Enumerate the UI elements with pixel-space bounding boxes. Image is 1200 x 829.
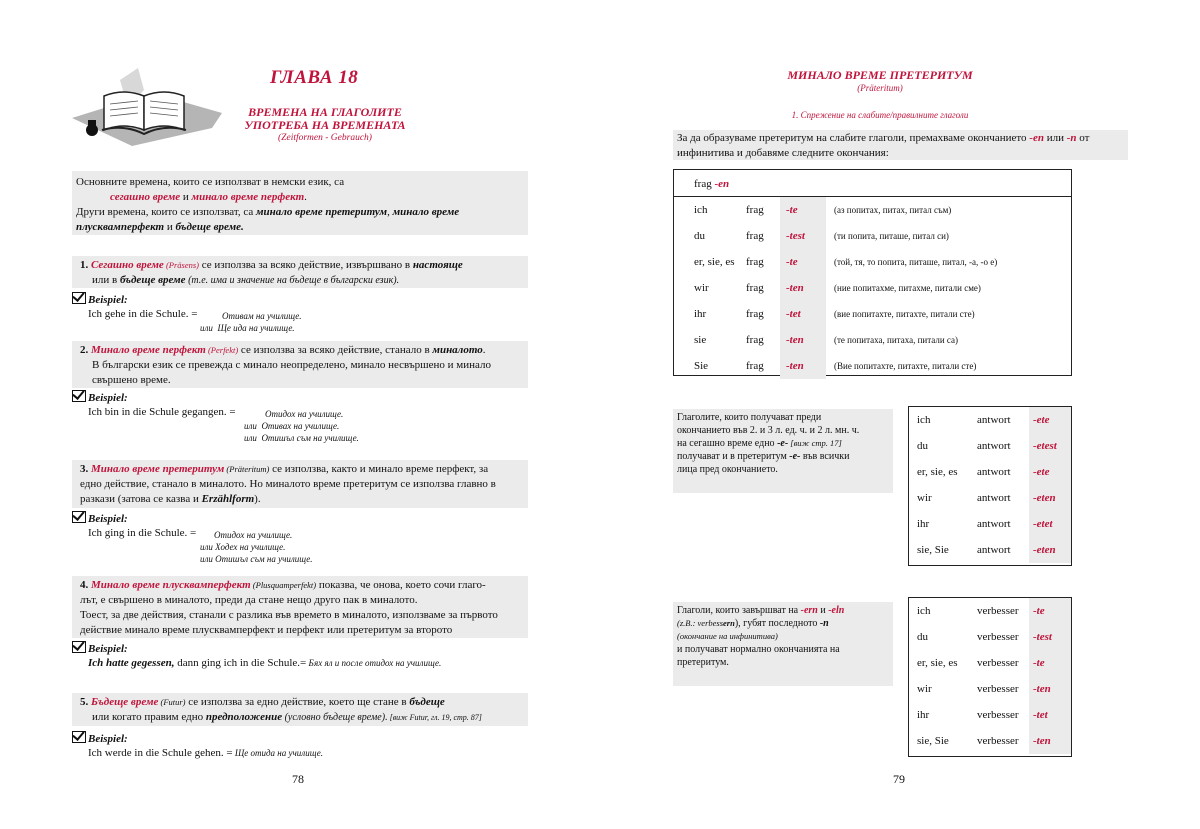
page-number-left: 78 — [292, 772, 304, 786]
pronoun: ihr — [917, 518, 930, 530]
gloss: (ти попита, питаше, питал си) — [834, 231, 949, 241]
pronoun: ich — [917, 414, 931, 426]
section-4-line-2: лът, е свършено в миналото, преди да стане нещо друго пак в миналото. — [80, 594, 418, 606]
antworten-rows — [909, 407, 1071, 563]
ending: -ete — [1029, 459, 1071, 485]
stem: verbesser — [977, 735, 1019, 747]
note2-line-1: Глаголите, които получават преди — [677, 412, 822, 423]
table-row — [674, 275, 997, 301]
stem: frag — [746, 230, 764, 242]
beispiel-label-1: Beispiel: — [72, 292, 128, 306]
right-page-title: МИНАЛО ВРЕМЕ ПРЕТЕРИТУМ — [787, 68, 973, 82]
section-3-line-2: едно действие, станало в миналото. Но миналото време претеритум се използва главно в — [80, 478, 496, 490]
conjugation-table-verbessern — [908, 597, 1072, 757]
pronoun: ihr — [694, 308, 707, 320]
intro-line-2: сегашно време и минало време перфект. — [110, 191, 307, 203]
beispiel-label-5: Beispiel: — [72, 731, 128, 745]
table-row — [909, 511, 1071, 537]
beispiel-label-2: Beispiel: — [72, 390, 128, 404]
stem: antwort — [977, 518, 1011, 530]
stem: antwort — [977, 466, 1011, 478]
gloss: (той, тя, то попита, питаше, питал, -а, -о е) — [834, 257, 998, 267]
pronoun: du — [694, 230, 705, 242]
pronoun: sie — [694, 334, 707, 346]
section-4-example: Ich hatte gegessen, dann ging ich in die Schule.= Бях ял и после отидох на училище. — [88, 657, 442, 669]
pronoun: ich — [694, 204, 708, 216]
conjugation-table-frag — [673, 169, 1072, 376]
note3-line-4: и получават нормално окончанията на — [677, 644, 840, 655]
gloss: (ние попитахме, питахме, питали сме) — [834, 283, 981, 293]
stem: frag — [746, 204, 764, 216]
check-icon — [72, 731, 86, 743]
stem: antwort — [977, 492, 1011, 504]
section-1-gloss-1: Отивам на училище. — [222, 311, 302, 321]
section-1-line-1: 1. Сегашно време (Präsens) се използва за всяко действие, извършвано в настояще — [80, 259, 463, 271]
stem: frag — [746, 308, 764, 320]
conjugation-table-antworten — [908, 406, 1072, 566]
section-2-gloss-1: Отидох на училище. — [265, 409, 344, 419]
stem: antwort — [977, 414, 1011, 426]
section-4-box — [72, 576, 528, 638]
section-3-gloss-1: Отидох на училище. — [214, 530, 293, 540]
ending: -ten — [780, 275, 826, 301]
section-1-line-2: или в бъдеще време (т.е. има и значение на бъдеще в български език). — [92, 274, 400, 286]
section-5-box — [72, 693, 528, 726]
section-3-example: Ich ging in die Schule. = — [88, 527, 197, 539]
section-2-line-3: свършено време. — [92, 374, 171, 386]
ending: -te — [1029, 598, 1071, 624]
ending: -test — [1029, 624, 1071, 650]
chapter-subtitle — [225, 106, 425, 132]
table-row — [909, 485, 1071, 511]
pronoun: ihr — [917, 709, 930, 721]
frag-rows — [674, 197, 997, 379]
ending: -ete — [1029, 407, 1071, 433]
table-header: frag -en — [674, 170, 1071, 197]
chapter-subtitle-note: (Zeitformen - Gebrauch) — [278, 133, 372, 143]
section-4-line-4: действие минало време плусквамперфект и перфект или претеритум за второто — [80, 624, 453, 636]
section-1-gloss-2: или Ще ида на училище. — [200, 323, 295, 333]
ending: -ten — [780, 353, 826, 379]
pronoun: sie, Sie — [917, 735, 949, 747]
stem: verbesser — [977, 605, 1019, 617]
section-2-example: Ich bin in die Schule gegangen. = — [88, 406, 236, 418]
right-page-title-note: (Präteritum) — [857, 83, 903, 93]
ending: -te — [780, 249, 826, 275]
ending: -eten — [1029, 485, 1071, 511]
pronoun: du — [917, 440, 928, 452]
section-2-line-1: 2. Минало време перфект (Perfekt) се използва за всяко действие, станало в миналото. — [80, 344, 486, 356]
ending: -ten — [1029, 676, 1071, 702]
check-icon — [72, 641, 86, 653]
stem: verbesser — [977, 683, 1019, 695]
note3-line-1: Глаголи, които завършват на -ern и -eln — [677, 605, 845, 616]
ending: -tet — [780, 301, 826, 327]
table-row — [909, 676, 1071, 702]
section-4-line-1: 4. Минало време плусквамперфект (Plusquamperfekt) показва, че онова, което сочи глаго- — [80, 579, 486, 591]
pronoun: er, sie, es — [917, 466, 958, 478]
gloss: (вие попитахте, питахте, питали сте) — [834, 309, 975, 319]
right-intro-line-1: За да образуваме претеритум на слабите глаголи, премахваме окончанието -en или -n от — [677, 132, 1090, 144]
ending: -eten — [1029, 537, 1071, 563]
ending: -tet — [1029, 702, 1071, 728]
intro-line-3: Други времена, които се използват, са минало време претеритум, минало време — [76, 206, 460, 218]
note2-line-5: лица пред окончанието. — [677, 464, 778, 475]
note2-line-3: на сегашно време едно -e- [виж стр. 17] — [677, 438, 842, 449]
note2-line-4: получават и в претеритум -е- във всички — [677, 451, 850, 462]
section-2-box — [72, 341, 528, 388]
section-1-box — [72, 256, 528, 288]
right-intro-line-2: инфинитива и добавяме следните окончания: — [677, 147, 889, 159]
section-4-line-3: Тоест, за две действия, станали с разлика във времето в миналото, използваме за първото — [80, 609, 498, 621]
intro-line-4: плусквамперфект и бъдеще време. — [76, 221, 244, 233]
pronoun: er, sie, es — [694, 256, 735, 268]
pronoun: er, sie, es — [917, 657, 958, 669]
pronoun: wir — [917, 492, 932, 504]
table-row — [909, 728, 1071, 754]
section-3-line-1: 3. Минало време претеритум (Präteritum) се използва, както и минало време перфект, за — [80, 463, 489, 475]
section-3-gloss-2: или Ходех на училище. — [200, 542, 286, 552]
note2-line-2: окончанието във 2. и 3 л. ед. ч. и 2 л. мн. ч. — [677, 425, 860, 436]
stem: frag — [746, 256, 764, 268]
stem: frag — [746, 360, 764, 372]
table-row — [674, 353, 997, 379]
ending: -te — [1029, 650, 1071, 676]
check-icon — [72, 390, 86, 402]
check-icon — [72, 292, 86, 304]
pronoun: wir — [917, 683, 932, 695]
ending: -etest — [1029, 433, 1071, 459]
gloss: (те попитаха, питаха, питали са) — [834, 335, 958, 345]
ending: -etet — [1029, 511, 1071, 537]
table-row — [909, 650, 1071, 676]
table-row — [674, 197, 997, 223]
stem: verbesser — [977, 657, 1019, 669]
beispiel-label-3: Beispiel: — [72, 511, 128, 525]
section-5-line-1: 5. Бъдеще време (Futur) се използва за едно действие, което ще стане в бъдеще — [80, 696, 445, 708]
table-row — [674, 223, 997, 249]
stem: verbesser — [977, 631, 1019, 643]
stem: antwort — [977, 544, 1011, 556]
book-illustration — [72, 68, 222, 150]
pronoun: wir — [694, 282, 709, 294]
chapter-title: ГЛАВА 18 — [270, 67, 359, 88]
ending: -test — [780, 223, 826, 249]
section-2-line-2: В български език се превежда с минало неопределено, минало несвършено и минало — [92, 359, 491, 371]
ending: -ten — [1029, 728, 1071, 754]
section-1-example: Ich gehe in die Schule. = — [88, 308, 198, 320]
pronoun: du — [917, 631, 928, 643]
section-3-line-3: разкази (затова се казва и Erzählform). — [80, 493, 261, 505]
gloss: (аз попитах, питах, питал съм) — [834, 205, 952, 215]
stem: verbesser — [977, 709, 1019, 721]
section-3-gloss-3: или Отишъл съм на училище. — [200, 554, 313, 564]
note3-line-3: (окончание на инфинитива) — [677, 631, 778, 641]
intro-line-1: Основните времена, които се използват в немски език, са — [76, 176, 345, 188]
pronoun: ich — [917, 605, 931, 617]
section-2-gloss-2: или Отивах на училище. — [244, 421, 340, 431]
note-ern-eln — [673, 602, 893, 686]
table-row — [674, 301, 997, 327]
section-2-gloss-3: или Отишъл съм на училище. — [244, 433, 359, 443]
intro-box — [72, 171, 528, 235]
check-icon — [72, 511, 86, 523]
pronoun: sie, Sie — [917, 544, 949, 556]
stem: frag — [746, 334, 764, 346]
subtitle-line-2: УПОТРЕБА НА ВРЕМЕНАТА — [244, 118, 406, 132]
table-row — [909, 537, 1071, 563]
note3-line-5: претеритум. — [677, 657, 729, 668]
pronoun: Sie — [694, 360, 709, 372]
verbessern-rows — [909, 598, 1071, 754]
table-row — [909, 624, 1071, 650]
beispiel-label-4: Beispiel: — [72, 641, 128, 655]
subtitle-line-1: ВРЕМЕНА НА ГЛАГОЛИТЕ — [248, 105, 402, 119]
table-row — [909, 598, 1071, 624]
stem: frag — [746, 282, 764, 294]
section-5-example: Ich werde in die Schule gehen. = Ще отида на училище. — [88, 747, 323, 759]
table-row — [909, 407, 1071, 433]
table-row — [909, 702, 1071, 728]
table-row — [909, 433, 1071, 459]
table-row — [909, 459, 1071, 485]
section-heading: 1. Спрежение на слабите/правилните глаголи — [791, 110, 969, 120]
note3-line-2: (z.B.: verbessern), губят последното -n — [677, 618, 829, 629]
ending: -ten — [780, 327, 826, 353]
page-number-right: 79 — [893, 772, 905, 786]
section-5-line-2: или когато правим едно предположение (условно бъдеще време). [виж Futur, гл. 19, стр. 87] — [92, 711, 482, 723]
table-row — [674, 249, 997, 275]
stem: antwort — [977, 440, 1011, 452]
ending: -te — [780, 197, 826, 223]
gloss: (Вие попитахте, питахте, питали сте) — [834, 361, 977, 371]
right-intro-box — [673, 130, 1128, 160]
note-e-insertion — [673, 409, 893, 493]
table-row — [674, 327, 997, 353]
section-3-box — [72, 460, 528, 508]
